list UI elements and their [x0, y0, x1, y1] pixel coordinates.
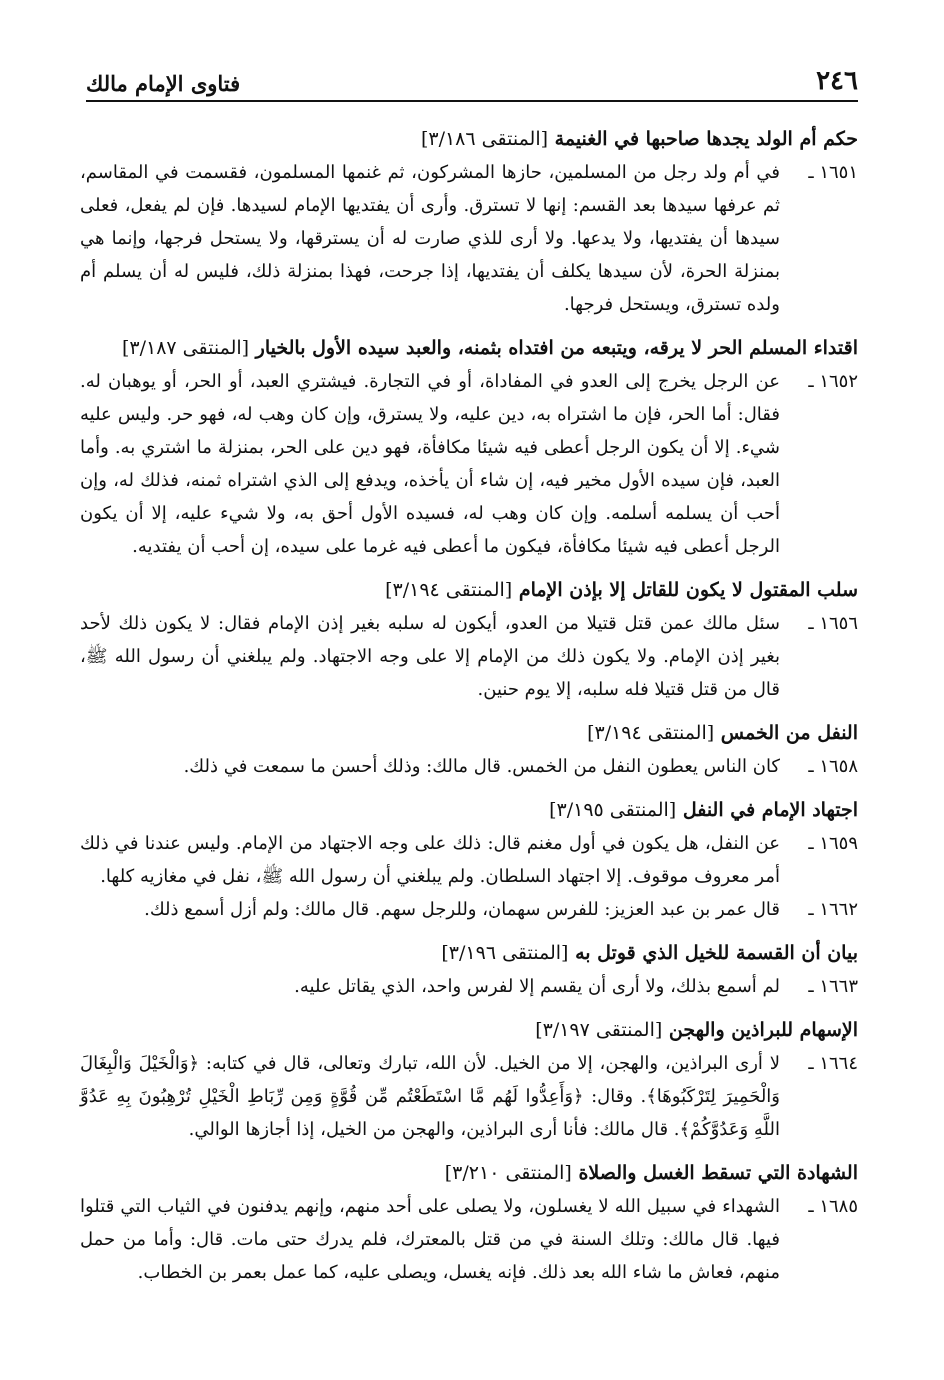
section-heading [80, 716, 858, 750]
paragraph-number: ١٦٦٤ ـ [808, 1053, 858, 1074]
paragraph-number: ١٦٥٢ ـ [808, 371, 858, 392]
fatwa-section [80, 793, 858, 926]
book-title: فتاوى الإمام مالك [86, 71, 241, 96]
source-reference: [المنتقى ٣/١٩٦] [441, 942, 569, 964]
heading-title: اجتهاد الإمام في النفل [682, 799, 858, 821]
paragraph-text: لا أرى البراذين، والهجن، إلا من الخيل. لأن الله، تبارك وتعالى، قال في كتابه: ﴿وَالْخَيْلَ وَالْبِغَالَ وَالْحَمِيرَ لِتَرْكَبُوهَا﴾. وقال: ﴿وَأَعِدُّوا لَهُم مَّا اسْتَطَعْتُم مِّن قُوَّةٍ وَمِن رِّبَاطِ الْخَيْلِ تُرْهِبُونَ بِهِ عَدُوَّ اللَّهِ وَعَدُوَّكُمْ﴾. قال مالك: فأنا أرى البراذين، والهجن من الخيل، إذا أجازها الوالي. [80, 1053, 780, 1140]
paragraph-text: عن الرجل يخرج إلى العدو في المفاداة، أو في التجارة. فيشتري العبد، أو الحر، أو يوهبان له. فقال: أما الحر، فإن ما اشتراه به، دين عليه، ولا يسترق، وإن كان وهب له، فهو حر. وليس عليه شيء. إلا أن يكون الرجل أعطى فيه شيئا مكافأة، فهو دين على الحر، بمنزلة ما اشتري به. وأما العبد، فإن سيده الأول مخير فيه، إن شاء أن يأخذه، ويدفع إلى الذي اشتراه ثمنه، فذلك له، وإن أحب أن يسلمه أسلمه. وإن كان وهب له، فسيده الأول أحق به، ولا شيء عليه، إلا أن يكون الرجل أعطى فيه شيئا مكافأة، فيكون ما أعطى فيه غرما على سيده، إن أحب أن يفتديه. [80, 371, 780, 557]
paragraph-number: ١٦٥١ ـ [808, 162, 858, 183]
fatwa-section [80, 331, 858, 563]
fatwa-paragraph [80, 156, 858, 321]
source-reference: [المنتقى ٣/١٩٤] [587, 722, 715, 744]
paragraph-text: عن النفل، هل يكون في أول مغنم قال: ذلك على وجه الاجتهاد من الإمام. وليس عندنا في ذلك أمر معروف موقوف. إلا اجتهاد السلطان. ولم يبلغني أن رسول الله ﷺ، نفل في مغازيه كلها. [80, 833, 780, 887]
paragraph-number: ١٦٦٣ ـ [808, 976, 858, 997]
fatwa-paragraph [80, 365, 858, 563]
fatwa-section [80, 122, 858, 321]
heading-title: الإسهام للبراذين والهجن [668, 1019, 858, 1041]
fatwa-section [80, 936, 858, 1003]
fatwa-paragraph [80, 970, 858, 1003]
source-reference: [المنتقى ٣/١٩٤] [385, 579, 513, 601]
fatwa-paragraph [80, 607, 858, 706]
heading-title: بيان أن القسمة للخيل الذي قوتل به [575, 942, 858, 964]
paragraph-number: ١٦٥٩ ـ [808, 833, 858, 854]
paragraph-number: ١٦٦٢ ـ [808, 899, 858, 920]
fatwa-section [80, 573, 858, 706]
source-reference: [المنتقى ٣/١٩٥] [549, 799, 677, 821]
heading-title: سلب المقتول لا يكون للقاتل إلا بإذن الإمام [518, 579, 858, 601]
paragraph-text: لم أسمع بذلك، ولا أرى أن يقسم إلا لفرس واحد، الذي يقاتل عليه. [294, 976, 780, 997]
paragraph-number: ١٦٨٥ ـ [808, 1196, 858, 1217]
paragraph-text: قال عمر بن عبد العزيز: للفرس سهمان، وللرجل سهم. قال مالك: ولم أزل أسمع ذلك. [144, 899, 780, 920]
section-heading [80, 936, 858, 970]
section-heading [80, 331, 858, 365]
paragraph-text: في أم ولد رجل من المسلمين، حازها المشركون، ثم غنمها المسلمون، فقسمت في المقاسم، ثم عرفها سيدها بعد القسم: إنها لا تسترق. وأرى أن يفتديها الإمام لسيدها. فإن لم يفعل، فعلى سيدها أن يفتديها، ولا يدعها. ولا أرى للذي صارت له أن يسترقها، ولا يستحل فرجها، وإنما هي بمنزلة الحرة، لأن سيدها يكلف أن يفتديها، إذا جرحت، فهذا بمنزلة ذلك، فليس له أن يسلم أم ولده تسترق، ويستحل فرجها. [80, 162, 780, 315]
fatwa-paragraph [80, 827, 858, 893]
running-header [86, 60, 858, 102]
source-reference: [المنتقى ٣/٢١٠] [444, 1162, 572, 1184]
page-content [80, 122, 858, 1299]
paragraph-text: كان الناس يعطون النفل من الخمس. قال مالك: وذلك أحسن ما سمعت في ذلك. [183, 756, 780, 777]
section-heading [80, 122, 858, 156]
fatwa-section [80, 716, 858, 783]
section-heading [80, 573, 858, 607]
paragraph-number: ١٦٥٦ ـ [808, 613, 858, 634]
source-reference: [المنتقى ٣/١٩٧] [535, 1019, 663, 1041]
fatwa-paragraph [80, 893, 858, 926]
source-reference: [المنتقى ٣/١٨٦] [420, 128, 549, 150]
fatwa-paragraph [80, 1190, 858, 1289]
heading-title: اقتداء المسلم الحر لا يرقه، ويتبعه من افتداه بثمنه، والعبد سيده الأول بالخيار [255, 337, 858, 359]
heading-title: الشهادة التي تسقط الغسل والصلاة [578, 1162, 858, 1184]
paragraph-text: الشهداء في سبيل الله لا يغسلون، ولا يصلى على أحد منهم، وإنهم يدفنون في الثياب التي قتلوا فيها. قال مالك: وتلك السنة في من قتل بالمعترك، فلم يدرك حتى مات. قال: وأما من حمل منهم، فعاش ما شاء الله بعد ذلك. فإنه يغسل، ويصلى عليه، كما عمل بعمر بن الخطاب. [80, 1196, 780, 1283]
paragraph-text: سئل مالك عمن قتل قتيلا من العدو، أيكون له سلبه بغير إذن الإمام فقال: لا يكون ذلك لأحد بغير إذن الإمام. ولا يكون ذلك من الإمام إلا على وجه الاجتهاد. ولم يبلغني أن رسول الله ﷺ، قال من قتل قتيلا فله سلبه، إلا يوم حنين. [80, 613, 780, 700]
section-heading [80, 1156, 858, 1190]
fatwa-section [80, 1013, 858, 1146]
fatwa-paragraph [80, 1047, 858, 1146]
section-heading [80, 1013, 858, 1047]
heading-title: النفل من الخمس [720, 722, 858, 744]
heading-title: حكم أم الولد يجدها صاحبها في الغنيمة [554, 128, 858, 150]
fatwa-paragraph [80, 750, 858, 783]
fatwa-section [80, 1156, 858, 1289]
page-number: ٢٤٦ [816, 66, 858, 96]
paragraph-number: ١٦٥٨ ـ [808, 756, 858, 777]
source-reference: [المنتقى ٣/١٨٧] [121, 337, 250, 359]
section-heading [80, 793, 858, 827]
